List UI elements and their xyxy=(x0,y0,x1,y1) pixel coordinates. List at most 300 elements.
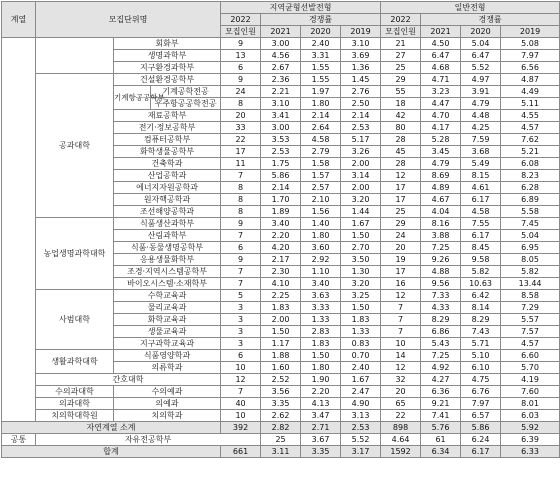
value-cell: 1.55 xyxy=(301,62,341,74)
value-cell: 7.29 xyxy=(501,302,560,314)
value-cell: 5.92 xyxy=(501,422,560,434)
unit-name: 생명과학부 xyxy=(114,50,221,62)
header-gyeyeol: 계열 xyxy=(2,2,36,38)
value-cell: 7.97 xyxy=(501,50,560,62)
table-body xyxy=(2,38,560,458)
value-cell: 28 xyxy=(381,134,421,146)
value-cell: 5.70 xyxy=(501,362,560,374)
value-cell: 5.82 xyxy=(461,266,501,278)
value-cell: 25 xyxy=(381,206,421,218)
header-2020-general: 2020 xyxy=(461,26,501,38)
value-cell: 7.43 xyxy=(461,326,501,338)
value-cell: 1.10 xyxy=(301,266,341,278)
value-cell: 3.41 xyxy=(261,110,301,122)
value-cell: 4.49 xyxy=(501,86,560,98)
value-cell: 6.42 xyxy=(461,290,501,302)
value-cell: 12 xyxy=(381,362,421,374)
unit-name: 자연계열 소계 xyxy=(2,422,221,434)
value-cell: 3.50 xyxy=(341,254,381,266)
value-cell: 6.33 xyxy=(501,446,560,458)
value-cell: 5.04 xyxy=(461,38,501,50)
header-2021-local: 2021 xyxy=(261,26,301,38)
value-cell: 7.25 xyxy=(421,242,461,254)
value-cell: 9.26 xyxy=(421,254,461,266)
value-cell: 5.21 xyxy=(501,146,560,158)
value-cell: 7.57 xyxy=(501,326,560,338)
value-cell: 3.11 xyxy=(261,446,301,458)
value-cell: 4.90 xyxy=(341,398,381,410)
unit-name: 우주항공공학전공 xyxy=(151,98,221,110)
unit-name: 식품생산과학부 xyxy=(114,218,221,230)
value-cell: 1.67 xyxy=(341,374,381,386)
college-cell: 공과대학 xyxy=(36,74,114,218)
gyeyeol-cell xyxy=(2,38,36,422)
value-cell: 4.20 xyxy=(261,242,301,254)
value-cell: 5.43 xyxy=(421,338,461,350)
value-cell: 6 xyxy=(221,350,261,362)
value-cell: 2.21 xyxy=(261,86,301,98)
table-row xyxy=(2,446,560,458)
value-cell: 3.31 xyxy=(301,50,341,62)
value-cell: 4.57 xyxy=(501,338,560,350)
value-cell: 27 xyxy=(381,50,421,62)
value-cell: 4.56 xyxy=(261,50,301,62)
value-cell: 8.16 xyxy=(421,218,461,230)
value-cell: 3.26 xyxy=(341,146,381,158)
unit-name: 자유전공학부 xyxy=(36,434,261,446)
value-cell: 10 xyxy=(221,410,261,422)
value-cell: 2.53 xyxy=(341,122,381,134)
value-cell: 7 xyxy=(221,266,261,278)
value-cell: 4.70 xyxy=(421,110,461,122)
value-cell: 3.00 xyxy=(261,38,301,50)
value-cell: 5 xyxy=(221,290,261,302)
unit-name: 의예과 xyxy=(114,398,221,410)
table-row xyxy=(2,350,560,362)
value-cell: 5.10 xyxy=(461,350,501,362)
value-cell: 55 xyxy=(381,86,421,98)
value-cell: 4.58 xyxy=(461,206,501,218)
unit-name: 전기·정보공학부 xyxy=(114,122,221,134)
value-cell: 2.14 xyxy=(341,110,381,122)
value-cell: 1.58 xyxy=(301,158,341,170)
value-cell: 2.76 xyxy=(341,86,381,98)
value-cell: 2.82 xyxy=(261,422,301,434)
value-cell: 1.50 xyxy=(261,326,301,338)
unit-name: 산업공학과 xyxy=(114,170,221,182)
value-cell: 1.50 xyxy=(341,302,381,314)
value-cell: 4.89 xyxy=(421,182,461,194)
value-cell: 5.86 xyxy=(461,422,501,434)
value-cell: 4.71 xyxy=(421,74,461,86)
value-cell: 13 xyxy=(221,50,261,62)
value-cell: 3.35 xyxy=(261,398,301,410)
value-cell: 8 xyxy=(221,194,261,206)
value-cell: 4.79 xyxy=(461,98,501,110)
value-cell: 17 xyxy=(381,182,421,194)
value-cell: 4.79 xyxy=(421,158,461,170)
value-cell: 9 xyxy=(221,74,261,86)
value-cell: 6.24 xyxy=(461,434,501,446)
value-cell: 3.60 xyxy=(301,242,341,254)
value-cell: 8.29 xyxy=(421,314,461,326)
value-cell: 898 xyxy=(381,422,421,434)
value-cell: 6 xyxy=(221,62,261,74)
value-cell: 2.00 xyxy=(261,314,301,326)
unit-name: 지구과학교육과 xyxy=(114,338,221,350)
value-cell: 8.15 xyxy=(461,170,501,182)
value-cell: 4.19 xyxy=(501,374,560,386)
value-cell: 8.29 xyxy=(461,314,501,326)
header-competition-general: 경쟁률 xyxy=(421,14,560,26)
value-cell: 13.44 xyxy=(501,278,560,290)
value-cell: 3.14 xyxy=(341,170,381,182)
value-cell: 5.04 xyxy=(501,230,560,242)
value-cell: 5.52 xyxy=(341,434,381,446)
value-cell: 1.83 xyxy=(301,338,341,350)
value-cell: 4.88 xyxy=(421,266,461,278)
value-cell: 33 xyxy=(221,122,261,134)
value-cell: 2.10 xyxy=(301,194,341,206)
value-cell: 17 xyxy=(381,194,421,206)
value-cell: 3.13 xyxy=(341,410,381,422)
value-cell: 6.57 xyxy=(461,410,501,422)
value-cell: 7 xyxy=(221,278,261,290)
value-cell: 20 xyxy=(381,242,421,254)
value-cell: 6.47 xyxy=(461,50,501,62)
unit-name: 조선해양공학과 xyxy=(114,206,221,218)
value-cell: 5.52 xyxy=(461,62,501,74)
value-cell: 4.47 xyxy=(421,98,461,110)
value-cell: 4.04 xyxy=(421,206,461,218)
value-cell: 5.08 xyxy=(501,38,560,50)
header-2019-general: 2019 xyxy=(501,26,560,38)
header-unit-name: 모집단위명 xyxy=(36,2,221,38)
value-cell: 7.41 xyxy=(421,410,461,422)
value-cell: 1.50 xyxy=(301,350,341,362)
value-cell: 10 xyxy=(221,362,261,374)
value-cell: 3.33 xyxy=(301,302,341,314)
value-cell: 8.01 xyxy=(501,398,560,410)
value-cell: 7.60 xyxy=(501,386,560,398)
value-cell: 1592 xyxy=(381,446,421,458)
value-cell: 6.10 xyxy=(461,362,501,374)
value-cell: 2.62 xyxy=(261,410,301,422)
value-cell: 5.57 xyxy=(501,314,560,326)
table-row xyxy=(2,386,560,398)
unit-name: 화학교육과 xyxy=(114,314,221,326)
value-cell: 3 xyxy=(221,338,261,350)
value-cell: 2.20 xyxy=(301,386,341,398)
value-cell: 4.27 xyxy=(421,374,461,386)
value-cell: 24 xyxy=(221,86,261,98)
value-cell: 3.91 xyxy=(461,86,501,98)
value-cell: 8 xyxy=(221,182,261,194)
value-cell: 4.13 xyxy=(301,398,341,410)
value-cell: 7.97 xyxy=(461,398,501,410)
value-cell: 3.40 xyxy=(301,278,341,290)
value-cell: 7.55 xyxy=(461,218,501,230)
value-cell: 1.60 xyxy=(261,362,301,374)
value-cell: 5.49 xyxy=(461,158,501,170)
value-cell: 2.53 xyxy=(261,146,301,158)
header-year-2022-local: 2022 xyxy=(221,14,261,26)
value-cell: 3.88 xyxy=(421,230,461,242)
value-cell: 6.47 xyxy=(421,50,461,62)
value-cell: 5.28 xyxy=(421,134,461,146)
unit-name: 회화부 xyxy=(114,38,221,50)
value-cell: 9 xyxy=(221,218,261,230)
unit-name: 에너지자원공학과 xyxy=(114,182,221,194)
value-cell: 29 xyxy=(381,74,421,86)
header-2021-general: 2021 xyxy=(421,26,461,38)
value-cell: 9.56 xyxy=(421,278,461,290)
college-cell: 사범대학 xyxy=(36,290,114,350)
header-general: 일반전형 xyxy=(381,2,560,14)
value-cell: 2.57 xyxy=(301,182,341,194)
value-cell: 4.87 xyxy=(501,74,560,86)
value-cell: 1.57 xyxy=(301,170,341,182)
value-cell: 6.17 xyxy=(461,194,501,206)
value-cell: 4.97 xyxy=(461,74,501,86)
unit-name: 의류학과 xyxy=(114,362,221,374)
value-cell: 3.20 xyxy=(341,194,381,206)
value-cell: 7.25 xyxy=(421,350,461,362)
value-cell: 65 xyxy=(381,398,421,410)
value-cell: 7 xyxy=(381,314,421,326)
value-cell: 1.50 xyxy=(341,230,381,242)
value-cell: 4.10 xyxy=(261,278,301,290)
value-cell: 4.57 xyxy=(501,122,560,134)
value-cell: 18 xyxy=(381,98,421,110)
value-cell: 6.08 xyxy=(501,158,560,170)
value-cell: 8.45 xyxy=(461,242,501,254)
value-cell: 1.80 xyxy=(301,362,341,374)
value-cell: 1.44 xyxy=(341,206,381,218)
value-cell: 1.88 xyxy=(261,350,301,362)
value-cell: 6.39 xyxy=(501,434,560,446)
value-cell: 10.63 xyxy=(461,278,501,290)
value-cell: 3.17 xyxy=(341,446,381,458)
value-cell: 7 xyxy=(381,302,421,314)
value-cell: 4.68 xyxy=(421,62,461,74)
unit-name: 응용생물화학부 xyxy=(114,254,221,266)
value-cell: 4.55 xyxy=(501,110,560,122)
value-cell: 7 xyxy=(221,386,261,398)
value-cell: 3.25 xyxy=(341,290,381,302)
unit-name: 컴퓨터공학부 xyxy=(114,134,221,146)
unit-name: 수의예과 xyxy=(114,386,221,398)
unit-name: 기계공학전공 xyxy=(151,86,221,98)
value-cell: 5.58 xyxy=(501,206,560,218)
value-cell: 6.56 xyxy=(501,62,560,74)
value-cell: 1.40 xyxy=(301,218,341,230)
table-row xyxy=(2,74,560,86)
value-cell: 2.47 xyxy=(341,386,381,398)
value-cell: 3 xyxy=(221,326,261,338)
value-cell: 25 xyxy=(381,62,421,74)
value-cell: 3.67 xyxy=(301,434,341,446)
value-cell: 4.50 xyxy=(421,38,461,50)
value-cell: 1.80 xyxy=(301,98,341,110)
table-row xyxy=(2,410,560,422)
value-cell: 3.23 xyxy=(421,86,461,98)
value-cell: 11 xyxy=(221,158,261,170)
unit-name: 원자핵공학과 xyxy=(114,194,221,206)
value-cell: 7.59 xyxy=(461,134,501,146)
unit-name: 치의학과 xyxy=(114,410,221,422)
college-cell: 수의과대학 xyxy=(36,386,114,398)
value-cell: 4.61 xyxy=(461,182,501,194)
unit-name: 합계 xyxy=(2,446,221,458)
value-cell: 3.40 xyxy=(261,218,301,230)
value-cell: 4.58 xyxy=(301,134,341,146)
unit-name: 건설환경공학부 xyxy=(114,74,221,86)
value-cell: 3.10 xyxy=(341,38,381,50)
value-cell: 3.20 xyxy=(341,278,381,290)
value-cell: 1.70 xyxy=(261,194,301,206)
value-cell: 20 xyxy=(381,386,421,398)
value-cell: 1.83 xyxy=(341,314,381,326)
unit-name: 간호대학 xyxy=(36,374,221,386)
header-competition-local: 경쟁률 xyxy=(261,14,381,26)
value-cell: 8.69 xyxy=(421,170,461,182)
value-cell: 2.00 xyxy=(341,182,381,194)
value-cell: 14 xyxy=(381,350,421,362)
value-cell: 2.14 xyxy=(261,182,301,194)
value-cell: 9 xyxy=(221,38,261,50)
value-cell: 4.33 xyxy=(421,302,461,314)
value-cell: 1.67 xyxy=(341,218,381,230)
value-cell: 4.75 xyxy=(461,374,501,386)
value-cell: 7 xyxy=(221,170,261,182)
value-cell: 6.36 xyxy=(421,386,461,398)
value-cell: 1.75 xyxy=(261,158,301,170)
value-cell: 8 xyxy=(221,98,261,110)
value-cell: 7.45 xyxy=(501,218,560,230)
value-cell: 3.69 xyxy=(341,50,381,62)
header-year-2022-general: 2022 xyxy=(381,14,421,26)
value-cell: 9.21 xyxy=(421,398,461,410)
value-cell: 6.60 xyxy=(501,350,560,362)
value-cell: 6.76 xyxy=(461,386,501,398)
unit-name: 건축학과 xyxy=(114,158,221,170)
value-cell: 5.86 xyxy=(261,170,301,182)
table-row xyxy=(2,218,560,230)
value-cell: 2.52 xyxy=(261,374,301,386)
value-cell: 40 xyxy=(221,398,261,410)
value-cell: 29 xyxy=(381,218,421,230)
value-cell: 9 xyxy=(221,254,261,266)
admission-competition-table xyxy=(1,1,560,458)
unit-name: 기계항공공학부 xyxy=(114,86,151,110)
value-cell: 1.90 xyxy=(301,374,341,386)
value-cell: 28 xyxy=(381,158,421,170)
value-cell: 7.62 xyxy=(501,134,560,146)
table-row xyxy=(2,398,560,410)
value-cell: 1.33 xyxy=(301,314,341,326)
value-cell: 8.05 xyxy=(501,254,560,266)
value-cell: 7 xyxy=(221,230,261,242)
value-cell: 2.67 xyxy=(261,62,301,74)
value-cell: 8.14 xyxy=(461,302,501,314)
value-cell: 25 xyxy=(261,434,301,446)
value-cell: 2.00 xyxy=(341,158,381,170)
value-cell: 22 xyxy=(381,410,421,422)
value-cell: 6.34 xyxy=(421,446,461,458)
value-cell: 2.53 xyxy=(341,422,381,434)
value-cell: 24 xyxy=(381,230,421,242)
value-cell: 1.36 xyxy=(341,62,381,74)
value-cell: 19 xyxy=(381,254,421,266)
value-cell: 22 xyxy=(221,134,261,146)
unit-name: 재료공학부 xyxy=(114,110,221,122)
value-cell: 6 xyxy=(221,242,261,254)
college-cell xyxy=(36,38,114,74)
header-local-balance: 지역균형선발전형 xyxy=(221,2,381,14)
value-cell: 6.03 xyxy=(501,410,560,422)
value-cell: 1.89 xyxy=(261,206,301,218)
unit-name: 식품영양학과 xyxy=(114,350,221,362)
value-cell: 6.86 xyxy=(421,326,461,338)
value-cell: 42 xyxy=(381,110,421,122)
value-cell: 3.53 xyxy=(261,134,301,146)
value-cell: 17 xyxy=(221,146,261,158)
value-cell: 6.17 xyxy=(461,446,501,458)
value-cell: 17 xyxy=(381,266,421,278)
value-cell: 6.89 xyxy=(501,194,560,206)
header-quota-general: 모집인원 xyxy=(381,26,421,38)
value-cell: 2.50 xyxy=(341,98,381,110)
value-cell: 1.45 xyxy=(341,74,381,86)
value-cell: 661 xyxy=(221,446,261,458)
value-cell: 2.40 xyxy=(301,38,341,50)
value-cell: 3.10 xyxy=(261,98,301,110)
value-cell: 5.76 xyxy=(421,422,461,434)
value-cell: 2.14 xyxy=(301,110,341,122)
value-cell: 12 xyxy=(221,374,261,386)
value-cell: 7 xyxy=(381,326,421,338)
table-row xyxy=(2,434,560,446)
header-2019-local: 2019 xyxy=(341,26,381,38)
unit-name: 바이오시스템·소재학부 xyxy=(114,278,221,290)
value-cell: 4.67 xyxy=(421,194,461,206)
value-cell: 4.25 xyxy=(461,122,501,134)
college-cell: 공통 xyxy=(2,434,36,446)
unit-name: 화학생물공학부 xyxy=(114,146,221,158)
value-cell: 4.17 xyxy=(421,122,461,134)
value-cell: 8.23 xyxy=(501,170,560,182)
header-quota-local: 모집인원 xyxy=(221,26,261,38)
value-cell: 2.36 xyxy=(261,74,301,86)
value-cell: 3.56 xyxy=(261,386,301,398)
college-cell: 생활과학대학 xyxy=(36,350,114,374)
value-cell: 21 xyxy=(381,38,421,50)
value-cell: 1.80 xyxy=(301,230,341,242)
table-row xyxy=(2,290,560,302)
unit-name: 조경·지역시스템공학부 xyxy=(114,266,221,278)
value-cell: 5.17 xyxy=(341,134,381,146)
unit-name: 물리교육과 xyxy=(114,302,221,314)
header-2020-local: 2020 xyxy=(301,26,341,38)
value-cell: 9.58 xyxy=(461,254,501,266)
value-cell: 3.68 xyxy=(461,146,501,158)
value-cell: 16 xyxy=(381,278,421,290)
table-row xyxy=(2,422,560,434)
value-cell: 0.70 xyxy=(341,350,381,362)
value-cell: 1.97 xyxy=(301,86,341,98)
value-cell: 2.25 xyxy=(261,290,301,302)
